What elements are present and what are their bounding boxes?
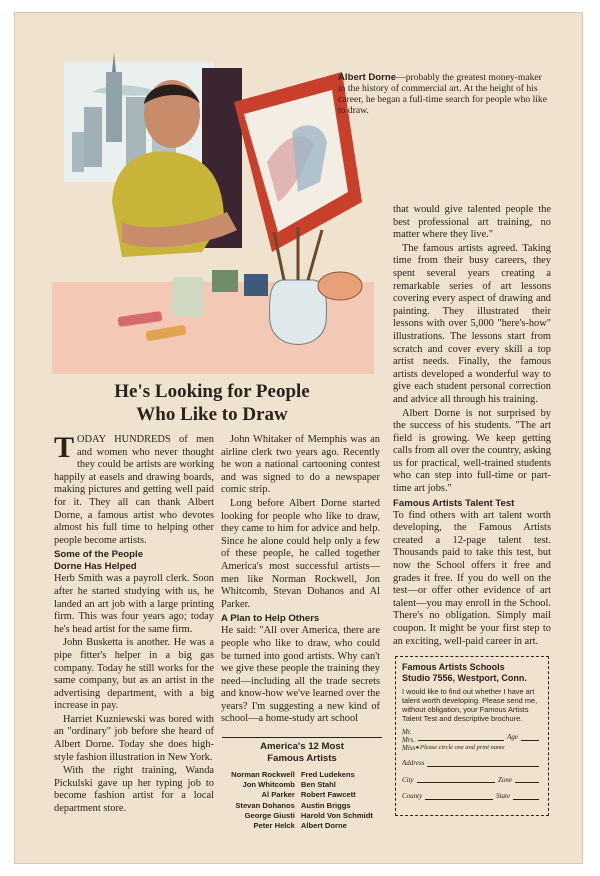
option-miss[interactable]: Miss xyxy=(402,743,416,752)
salutation-options[interactable] xyxy=(402,729,415,752)
caption-text: —probably the greatest money-maker in the history of commercial art. At the height of his career, he began a full-time search for people who like to draw. xyxy=(338,72,547,116)
subheading-talent-test: Famous Artists Talent Test xyxy=(393,497,515,509)
headline-line-1: He's Looking for People xyxy=(114,381,310,402)
name-line-top[interactable] xyxy=(415,733,542,743)
circle-note-text: Please circle one and print name xyxy=(420,743,505,751)
paragraph-talent-test: To find others with art talent worth developing, the Famous Artists created a 12-page talent test. Thousands paid to take this test, but now the School offers it free and grades it free. If you do well on the test—or offer other evidence of art talent—you may enroll in the School. There's no obligation. Simply mail coupon. It might be your first step to an exciting, well-paid career in art. xyxy=(393,509,551,647)
county-line[interactable] xyxy=(425,799,493,800)
zone-line[interactable] xyxy=(515,782,539,783)
coupon-title-2: Studio 7556, Westport, Conn. xyxy=(402,673,527,683)
coupon-body: I would like to find out whether I have art talent worth developing. Please send me, without obligation, your Famous Artists Talent Test and descriptive brochure. xyxy=(402,687,538,723)
artist-name: Ben Stahl xyxy=(300,780,336,790)
famous-artists-box xyxy=(222,732,382,831)
artists-title-2: Famous Artists xyxy=(267,753,337,764)
paragraph-wanda: With the right training, Wanda Pickulski gave up her typing job to become fashion artist for a local department store. xyxy=(54,765,214,815)
artists-title-1: America's 12 Most xyxy=(260,741,344,752)
paragraph-artists-agreed: The famous artists agreed. Taking time from their busy careers, they spent several years creating a remarkable series of art lessons covering every aspect of drawing and painting. They illustrated their lessons with over 5,000 "here's-how" illustrations. The lessons start from scratch and cover every skill a top artist needs. Finally, the famous artists developed a wonderful way to give each student personal correction and advice all through his training. xyxy=(393,242,551,405)
artist-name: Robert Fawcett xyxy=(300,790,356,800)
name-line[interactable] xyxy=(418,740,504,741)
intro-text: of men and women who never thought they could be artists are working happily at easels and drawing boards, making pictures and getting well paid for it. They all can thank Albert Dorne, a famous artist who devotes almost his full time to helping other people become artists. xyxy=(54,434,214,546)
mail-coupon[interactable] xyxy=(395,656,549,816)
artist-name: Norman Rockwell xyxy=(231,770,295,779)
county-label: County xyxy=(402,792,423,801)
artist-name: Peter Helck xyxy=(253,821,295,831)
zone-label: Zone xyxy=(498,775,512,784)
artists-left-column xyxy=(231,770,301,831)
subheading-plan: A Plan to Help Others xyxy=(221,613,320,625)
artist-name: Harold Von Schmidt xyxy=(300,810,373,820)
subheading-people xyxy=(54,549,214,573)
name-line-wrap[interactable] xyxy=(415,733,542,752)
address-line[interactable] xyxy=(427,766,539,767)
column-2 xyxy=(221,434,380,727)
column-1 xyxy=(54,431,214,817)
subheading-people-line-1: Some of the People xyxy=(54,549,144,561)
city-line[interactable] xyxy=(417,782,495,783)
artists-list xyxy=(222,770,382,831)
artist-name: Jon Whitcomb xyxy=(242,780,295,790)
intro-paragraph xyxy=(54,431,214,547)
subheading-people-line-2: Dorne Has Helped xyxy=(54,561,137,573)
artist-name: Al Parker xyxy=(261,790,295,800)
caption-name: Albert Dorne xyxy=(338,72,397,83)
option-mr[interactable]: Mr. xyxy=(402,728,412,736)
paragraph-herb-smith: Herb Smith was a payroll clerk. Soon after he started studying with us, he landed an art job with a large printing firm. This was four years ago; today he's head artist for the same firm. xyxy=(54,573,214,635)
city-field-row[interactable] xyxy=(402,776,542,786)
address-label: Address xyxy=(402,759,425,768)
age-label: Age xyxy=(507,733,518,742)
headline xyxy=(52,380,372,426)
paragraph-harriet: Harriet Kuzniewski was bored with an "ordinary" job before she heard of Albert Dorne. Today she does high-style fashion illustration in New York. xyxy=(54,713,214,763)
artist-name: Austin Briggs xyxy=(300,800,351,810)
illustration-caption xyxy=(338,72,548,116)
artist-name: Albert Dorne xyxy=(300,821,347,831)
paragraph-continued: that would give talented people the best professional art training, no matter where they live." xyxy=(393,204,551,241)
name-field-row[interactable] xyxy=(402,729,542,752)
state-label: State xyxy=(496,792,510,801)
column-3 xyxy=(393,204,551,649)
address-field-row[interactable] xyxy=(402,759,542,769)
coupon-title-1: Famous Artists Schools xyxy=(402,662,505,672)
age-line[interactable] xyxy=(521,740,539,741)
artists-top-rule xyxy=(222,737,382,738)
city-label: City xyxy=(402,775,414,784)
county-field-row[interactable] xyxy=(402,792,542,802)
intro-lead: ODAY HUNDREDS xyxy=(77,434,171,445)
paragraph-he-said: He said: "All over America, there are people who like to draw, who could be turned into good artists. Why can't we give these people the training they need—including all the trade secrets and know-how we've learned over the years? I'm suggesting a new kind of school—a home-study art school xyxy=(221,625,380,725)
circle-note: ◂ Please circle one and print name xyxy=(415,743,505,751)
paragraph-john-whitaker: John Whitaker of Memphis was an airline clerk two years ago. Recently he won a national cartooning contest and was signed to do a newspaper comic strip. xyxy=(221,434,380,496)
paragraph-not-surprised: Albert Dorne is not surprised by the success of his students. "The art field is growing. We keep getting calls from all over the country, asking us for practical, well-trained students who can step into full-time or part-time art jobs." xyxy=(393,407,551,495)
option-mrs[interactable]: Mrs. xyxy=(402,735,416,744)
artists-right-column xyxy=(301,770,373,831)
artist-name: Fred Ludekens xyxy=(300,770,355,779)
artist-name: George Giusti xyxy=(244,810,295,820)
paragraph-long-before: Long before Albert Dorne started looking for people who like to draw, they came to him for advice and help. Since he alone could help only a few of these people, he called together America's most successful artists—men like Norman Rockwell, Jon Whitcomb, Stevan Dohanos and Al Parker. xyxy=(221,497,380,610)
drop-cap: T xyxy=(54,431,75,464)
state-line[interactable] xyxy=(513,799,539,800)
artist-name: Stevan Dohanos xyxy=(235,800,295,810)
headline-line-2: Who Like to Draw xyxy=(136,404,288,425)
artist-illustration xyxy=(52,52,374,374)
paragraph-john-busketta: John Busketta is another. He was a pipe fitter's helper in a big gas company. Today he still works for the same company, but as an artist in the advertising department, with a big increase in pay. xyxy=(54,637,214,712)
